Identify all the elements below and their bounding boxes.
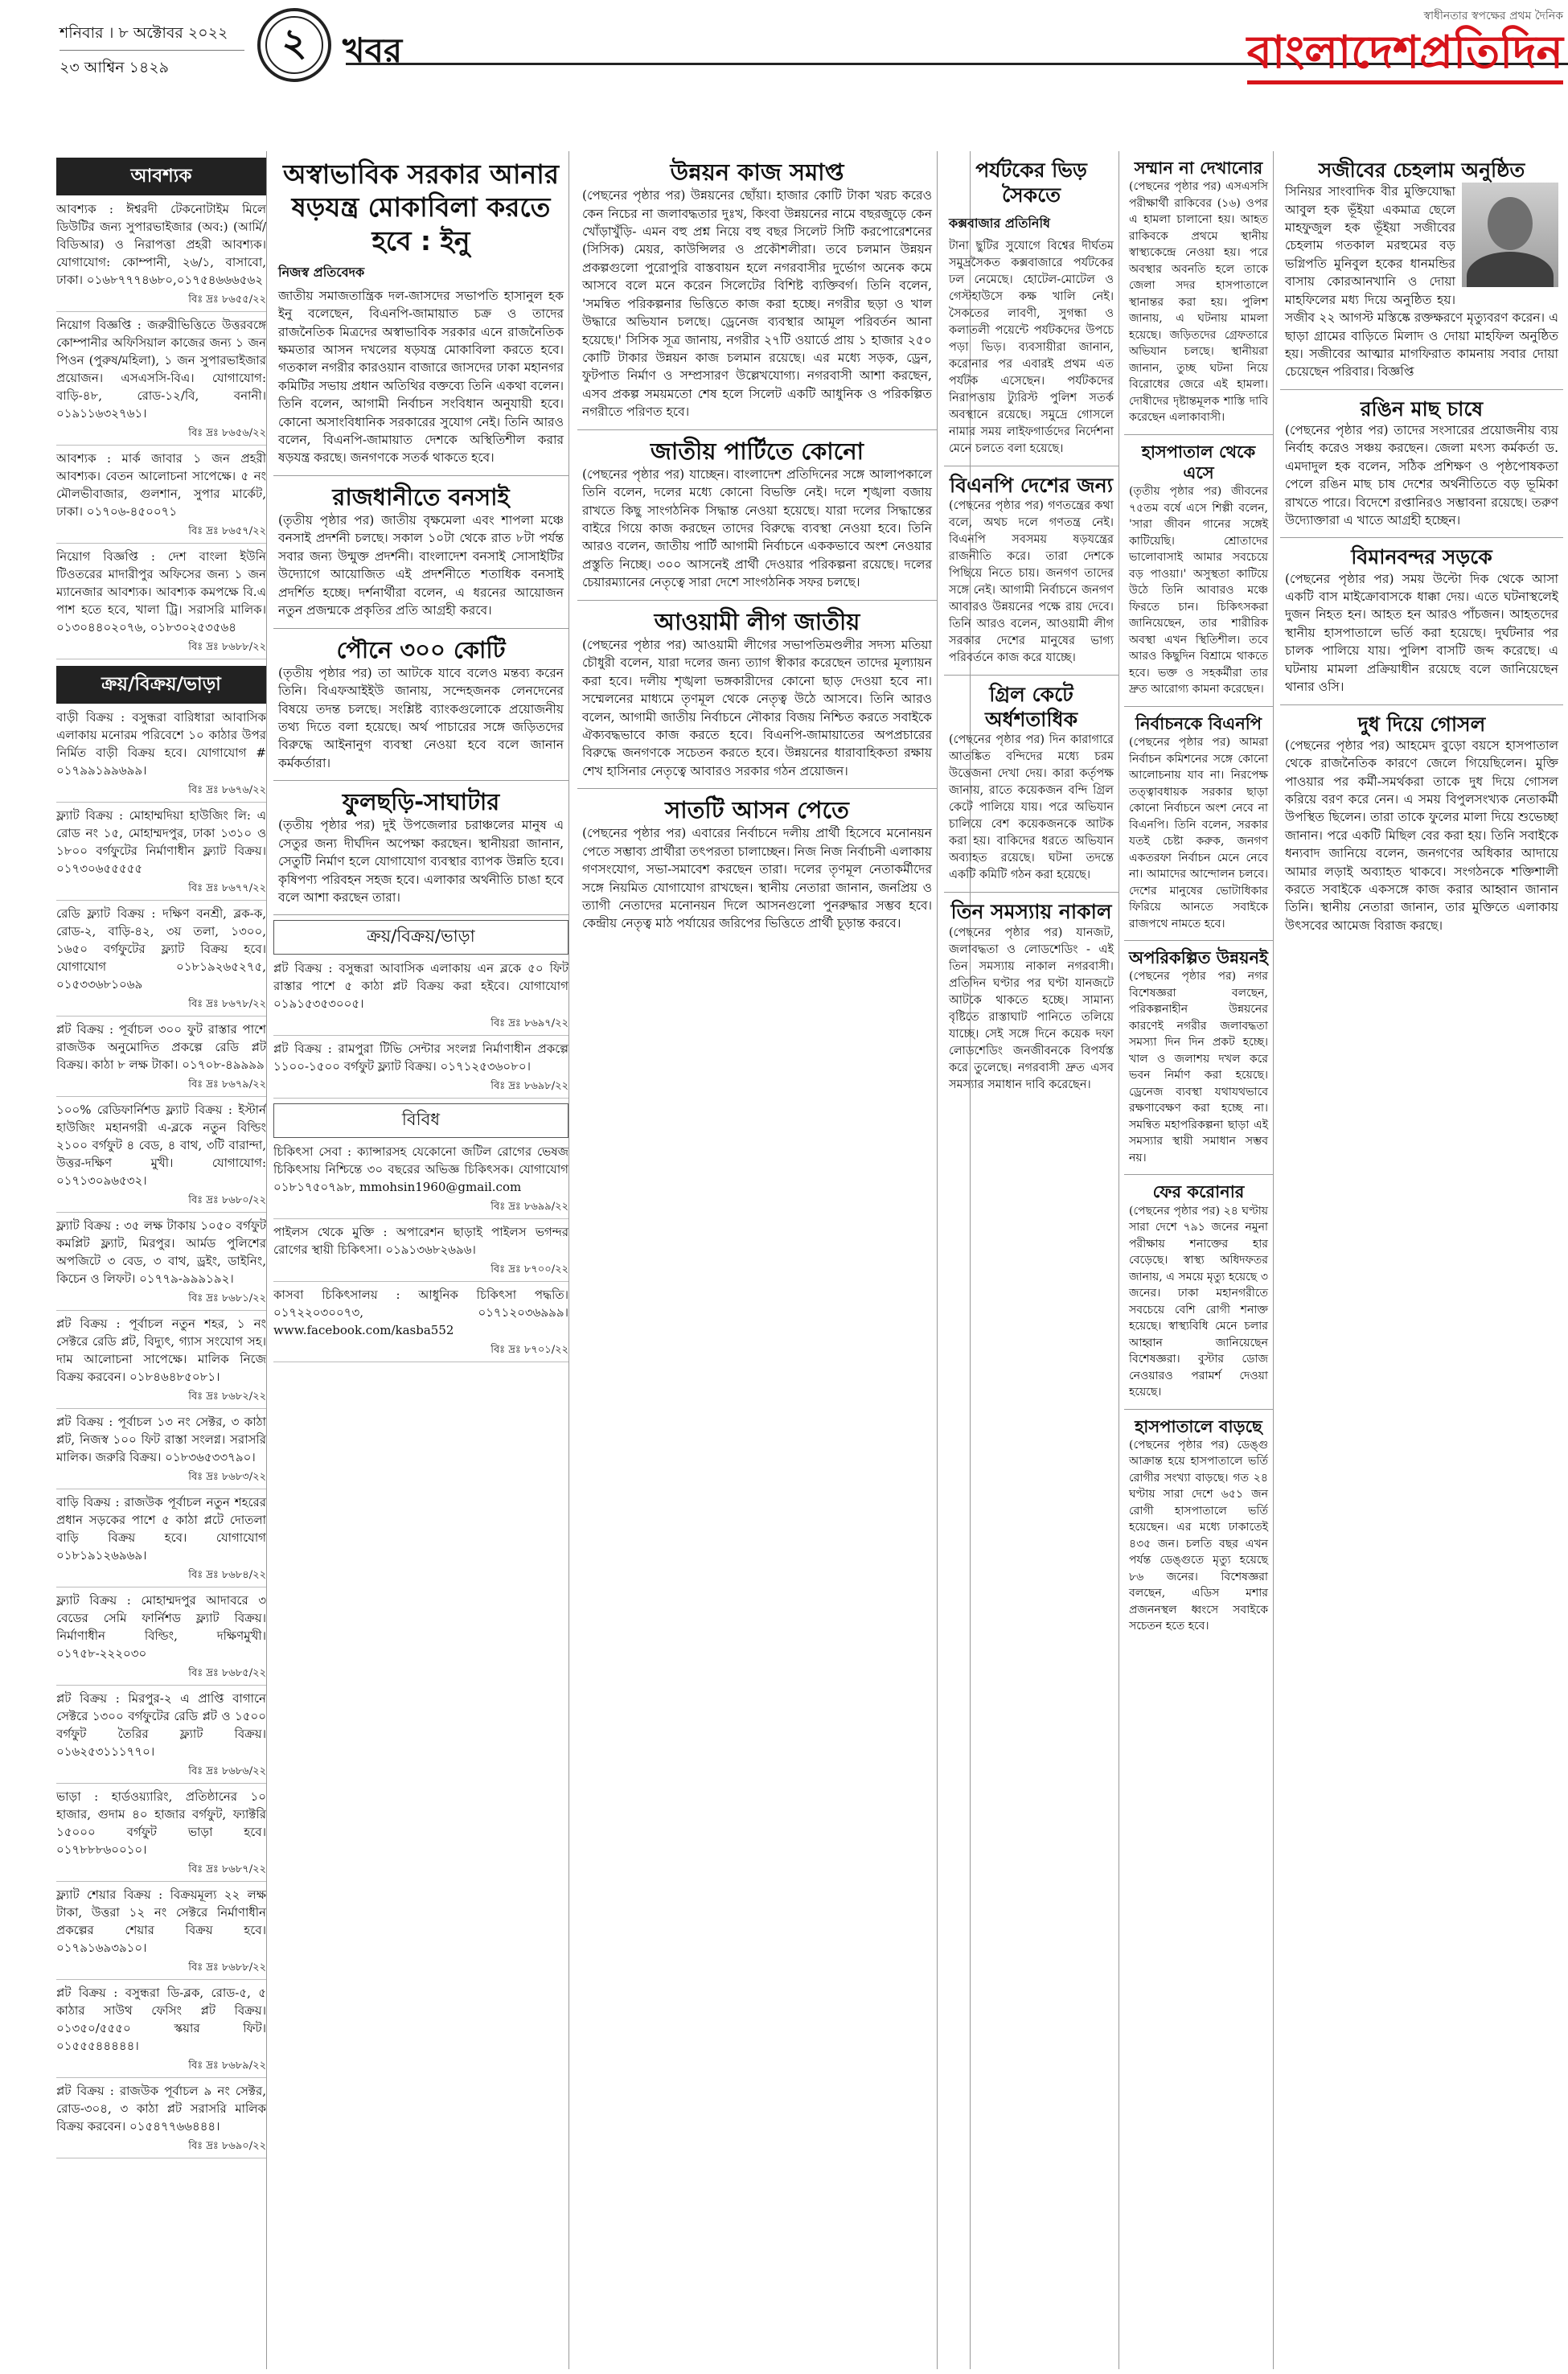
classified-ad: প্লট বিক্রয় : রামপুরা টিভি সেন্টার সংলগ্ন নির্মাণাধীন প্রকল্পে ১১০০-১৫০০ বর্গফুট ফ্ল্যাট বিক্রয়। ০১৭১২৫৩৬০৮০।	[273, 1041, 569, 1074]
date-line-1: শনিবার । ৮ অক্টোবর ২০২২	[60, 24, 228, 42]
date-divider	[60, 50, 244, 51]
classifieds-column	[56, 151, 267, 2369]
body-three-problems: (পেছনের পৃষ্ঠার পর) যানজট, জলাবদ্ধতা ও লোডশেডিং - এই তিন সমস্যায় নাকাল নগরবাসী। প্রতিদিন ঘণ্টার পর ঘণ্টা যানজটে আটকে থাকতে হচ্ছে। সামান্য বৃষ্টিতে রাস্তাঘাট পানিতে তলিয়ে যাচ্ছে। সেই সঙ্গে দিনে কয়েক দফা লোডশেডিং জনজীবনকে বিপর্যস্ত করে তুলেছে। নগরবাসী দ্রুত এসব সমস্যার সমাধান দাবি করেছেন।	[949, 926, 1114, 1091]
headline-300-crore: পৌনে ৩০০ কোটি	[336, 635, 506, 663]
body-sajib: সিনিয়র সাংবাদিক বীর মুক্তিযোদ্ধা আবুল হক ভূঁইয়া একমাত্র ছেলে মাহফুজুল হক ভূঁইয়া সজীবের চেহলাম গতকাল মরহুমের বড় ভগ্নিপতি মুনিবুল হকের ধানমন্ডির বাসায় কোরআনখানি ও দোয়া মাহফিলের মধ্য দিয়ে অনুষ্ঠিত হয়। সজীব ২২ আগস্ট মস্তিষ্কে রক্তক্ষরণে মৃত্যুবরণ করেন। এ ছাড়া গ্রামের বাড়িতে মিলাদ ও দোয়া মাহফিল অনুষ্ঠিত হয়। সজীবের আত্মার মাগফিরাত কামনায় সবার দোয়া চেয়েছেন পরিবার। বিজ্ঞপ্তি	[1285, 184, 1558, 380]
body-election-bnp: (পেছনের পৃষ্ঠার পর) আমরা নির্বাচন কমিশনের সঙ্গে কোনো আলোচনায় যাব না। নিরপেক্ষ তত্ত্বাবধায়ক সরকার ছাড়া কোনো নির্বাচনে অংশ নেবে না বিএনপি। তিনি বলেন, সরকার যতই চেষ্টা করুক, জনগণ একতরফা নির্বাচন মেনে নেবে না। আমাদের আন্দোলন চলবে। দেশের মানুষের ভোটাধিকার ফিরিয়ে আনতে সবাইকে রাজপথে নামতে হবে।	[1129, 736, 1268, 930]
date-block	[60, 21, 244, 80]
classified-ref: বিঃ দ্রঃ ৮৬৫৫/২২	[56, 292, 266, 312]
story-jatiya-party	[577, 430, 937, 601]
photo-shoulders	[1467, 252, 1554, 287]
body-covid: (পেছনের পৃষ্ঠার পর) ২৪ ঘণ্টায় সারা দেশে ৭৯১ জনের নমুনা পরীক্ষায় শনাক্তের হার বেড়েছে। স্বাস্থ্য অধিদফতর জানায়, এ সময়ে মৃত্যু হয়েছে ৩ জনের। ঢাকা মহানগরীতে সবচেয়ে বেশি রোগী শনাক্ত হয়েছে। স্বাস্থ্যবিধি মেনে চলার আহ্বান জানিয়েছেন বিশেষজ্ঞরা। বুস্টার ডোজ নেওয়ারও পরামর্শ দেওয়া হয়েছে।	[1129, 1204, 1268, 1399]
classified-ref: বিঃ দ্রঃ ৮৬৮৮/২২	[56, 639, 266, 659]
headline-covid: ফের করোনার	[1152, 1182, 1245, 1202]
story-fulchhari	[273, 781, 569, 915]
story-development	[577, 151, 937, 430]
story-tourists	[944, 151, 1119, 466]
classified-ref: বিঃ দ্রঃ ৮৬৯৯/২২	[273, 1199, 569, 1219]
brand-name-red: বাংলাদেশ	[1246, 27, 1420, 79]
byline-inu: নিজস্ব প্রতিবেদক	[278, 264, 365, 280]
date-line-2: ২৩ আশ্বিন ১৪২৯	[60, 59, 169, 76]
classified-ad: ফ্ল্যাট বিক্রয় : মোহাম্মদিয়া হাউজিং লি: এ রোড নং ১৫, মোহাম্মদপুর, ঢাকা ১৩১০ ও ১৮০০ বর্গফুটের নির্মাণাধীন ফ্ল্যাট বিক্রয়। ০১৭৩০৬৫৫৫৫৫	[56, 808, 266, 876]
classified-ad: নিয়োগ বিজ্ঞপ্তি : জরুরীভিত্তিতে উত্তরবঙ্গে কোম্পানীর অফিসিয়াল কাজের জন্য ১ জন পিওন (পুরুষ/মহিলা), ১ জন সুপারভাইজার প্রয়োজন। এসএসসি-বিএ। যোগাযোগ: বাড়ি-৪৮, রোড-১২/বি, বনানী। ০১৯১১৬৩২৭৬১।	[56, 318, 266, 421]
story-bnp-country	[944, 466, 1119, 676]
story-seven-seats	[577, 789, 937, 941]
story-milk-bath	[1280, 705, 1563, 943]
masthead	[0, 0, 1568, 151]
classified-ref: বিঃ দ্রঃ ৮৬৫৭/২২	[56, 524, 266, 544]
headline-milk-bath: দুধ দিয়ে গোসল	[1357, 712, 1486, 736]
body-bnp-country: (পেছনের পৃষ্ঠার পর) গণতন্ত্রের কথা বলে, অথচ দলে গণতন্ত্র নেই। বিএনপি সবসময় ষড়যন্ত্রের রাজনীতি করে। তারা দেশকে পিছিয়ে নিতে চায়। জনগণ তাদের সঙ্গে নেই। আগামী নির্বাচনে জনগণ আবারও উন্নয়নের পক্ষে রায় দেবে। তিনি আরও বলেন, আওয়ামী লীগ সরকার দেশের মানুষের ভাগ্য পরিবর্তনে কাজ করে যাচ্ছে।	[949, 499, 1114, 664]
story-sajib	[1280, 151, 1563, 390]
story-unplanned	[1124, 941, 1273, 1175]
story-grill	[944, 676, 1119, 893]
classified-ad: রেডি ফ্ল্যাট বিক্রয় : দক্ষিণ বনশ্রী, ব্লক-ক, রোড-২, বাড়ি-৪২, ৩য় তলা, ১৩০০, ১৬৫০ বর্গফুটের ফ্ল্যাট বিক্রয় হবে। যোগাযোগ ০১৮১৯২৬৫২৭৫, ০১৫৩৩৬৮১০৬৯	[56, 906, 266, 992]
column-3	[577, 151, 938, 2369]
body-inu: জাতীয় সমাজতান্ত্রিক দল-জাসদের সভাপতি হাসানুল হক ইনু বলেছেন, বিএনপি-জামায়াত চক্র ও তাদের রাজনৈতিক মিত্রদের অস্বাভাবিক সরকার এনে রাজনৈতিক ক্ষমতার আসন দখলের ষড়যন্ত্র মোকাবিলা করতে হবে। গতকাল নগরীর কারওয়ান বাজারে জাসদের ঢাকা মহানগর কমিটির সভায় প্রধান অতিথির বক্তব্যে তিনি একথা বলেন। তিনি বলেন, আগামী নির্বাচন সংবিধান অনুযায়ী হবে। কোনো অসাংবিধানিক সরকারের সুযোগ নেই। তিনি আরও বলেন, বিএনপি-জামায়াত দেশকে অস্থিতিশীল করার ষড়যন্ত্র করছে। জনগণকে সতর্ক থাকতে হবে।	[278, 288, 564, 466]
body-300-crore: (তৃতীয় পৃষ্ঠার পর) তা আটকে যাবে বলেও মন্তব্য করেন তিনি। বিএফআইইউ জানায়, সন্দেহজনক লেনদেনের বিষয়ে তদন্ত চলছে। সংশ্লিষ্ট ব্যাংকগুলোকে প্রয়োজনীয় তথ্য দিতে বলা হয়েছে। অর্থ পাচারের সঙ্গে জড়িতদের বিরুদ্ধে আইনানুগ ব্যবস্থা নেওয়া হবে বলে জানান কর্মকর্তারা।	[278, 665, 564, 770]
box-list	[273, 959, 569, 1099]
photo-face	[1488, 197, 1533, 250]
classified-ad: আবশ্যক : ঈশ্বরদী টেকনোটাইম মিলে ডিউটির জন্য সুপারভাইজার (অব:) (আর্মি/বিডিআর) ও নিরাপত্তা প্রহরী আবশ্যক। যোগাযোগ: কোম্পানী, ২৬/১, বাসাবো, ঢাকা। ০১৬৮৭৭৭৪৬৮০,০১৭৫৪৬৬৬৫৬২	[56, 202, 266, 287]
newspaper-logo	[1247, 6, 1563, 84]
classified-ref: বিঃ দ্রঃ ৮৭০১/২২	[273, 1342, 569, 1362]
classified-ref: বিঃ দ্রঃ ৮৬৯৭/২২	[273, 1016, 569, 1036]
classified-ref: বিঃ দ্রঃ ৮৬৮৪/২২	[56, 1567, 266, 1587]
headline-colour-fish: রঙিন মাছ চাষে	[1360, 396, 1484, 421]
brand-name-dark: প্রতিদিন	[1419, 27, 1563, 79]
body-unplanned: (পেছনের পৃষ্ঠার পর) নগর বিশেষজ্ঞরা বলছেন, পরিকল্পনাহীন উন্নয়নের কারণেই নগরীর জলাবদ্ধতা সমস্যা দিন দিন প্রকট হচ্ছে। খাল ও জলাশয় দখল করে ভবন নির্মাণ করা হয়েছে। ড্রেনেজ ব্যবস্থা যথাযথভাবে রক্ষণাবেক্ষণ করা হচ্ছে না। সমন্বিত মহাপরিকল্পনা ছাড়া এই সমস্যার স্থায়ী সমাধান সম্ভব নয়।	[1129, 970, 1268, 1164]
classified-ref: বিঃ দ্রঃ ৮৬৯০/২২	[56, 2138, 266, 2158]
story-300-crore	[273, 629, 569, 782]
headline-fulchhari: ফুলছড়ি-সাঘাটার	[342, 788, 500, 816]
right-area	[1280, 151, 1563, 2369]
classified-ad: প্লট বিক্রয় : পূর্বাচল ৩০০ ফুট রাস্তার পাশে রাজউক অনুমোদিত প্রকল্পে রেডি প্লট বিক্রয়। কাঠা ৮ লক্ষ টাকা। ০১৭০৮-৪৯৯৯৯	[56, 1022, 266, 1072]
column-5	[1124, 151, 1274, 2369]
headline-bnp-country: বিএনপি দেশের জন্য	[950, 473, 1113, 497]
headline-grill: গ্রিল কেটে অর্ধশতাধিক	[984, 682, 1078, 731]
story-colour-fish	[1280, 390, 1563, 539]
right-column	[1280, 151, 1563, 2369]
body-tourists: টানা ছুটির সুযোগে বিশ্বের দীর্ঘতম সমুদ্রসৈকত কক্সবাজারে পর্যটকের ঢল নেমেছে। হোটেল-মোটেল ও গেস্টহাউসে কক্ষ খালি নেই। সৈকতের লাবণী, সুগন্ধা ও কলাতলী পয়েন্টে পর্যটকদের উপচে পড়া ভিড়। ব্যবসায়ীরা জানান, করোনার পর এবারই প্রথম এত পর্যটক এসেছেন। পর্যটকদের নিরাপত্তায় ট্যুরিস্ট পুলিশ সতর্ক অবস্থানে রয়েছে। সমুদ্রে গোসলে নামার সময় লাইফগার্ডদের নির্দেশনা মেনে চলতে বলা হয়েছে।	[949, 239, 1114, 455]
section-name: খবর	[343, 31, 403, 70]
story-awami-league	[577, 601, 937, 790]
story-honor	[1124, 151, 1273, 435]
brand-tagline: স্বাধীনতার স্বপক্ষের প্রথম দৈনিক	[1423, 10, 1563, 23]
body-bonsai: (তৃতীয় পৃষ্ঠার পর) জাতীয় বৃক্ষমেলা এবং শাপলা মঞ্চে বনসাই প্রদর্শনী চলছে। সকাল ১০টা থেকে রাত ৮টা পর্যন্ত সবার জন্য উন্মুক্ত প্রদর্শনী। বাংলাদেশ বনসাই সোসাইটির উদ্যোগে আয়োজিত এই প্রদর্শনীতে শতাধিক বনসাই প্রদর্শিত হচ্ছে। দর্শনার্থীরা বলেন, এ ধরনের আয়োজন নতুন প্রজন্মকে প্রকৃতির প্রতি আগ্রহী করবে।	[278, 513, 564, 618]
buy-sell-list	[56, 709, 266, 2158]
body-colour-fish: (পেছনের পৃষ্ঠার পর) তাদের সংসারের প্রয়োজনীয় ব্যয় নির্বাহ করেও সঞ্চয় করছেন। জেলা মৎস্য কর্মকর্তা ড. এমদাদুল হক বলেন, সঠিক প্রশিক্ষণ ও পৃষ্ঠপোষকতা পেলে রঙিন মাছ চাষ দেশের অর্থনীতিতে বড় ভূমিকা রাখতে পারে। বিদেশে রপ্তানিরও সম্ভাবনা রয়েছে। তরুণ উদ্যোক্তারা এ খাতে আগ্রহী হচ্ছেন।	[1285, 422, 1558, 528]
headline-honor: সম্মান না দেখানোর	[1134, 158, 1263, 178]
byline-tourists: কক্সবাজার প্রতিনিধি	[949, 215, 1051, 231]
classified-ref: বিঃ দ্রঃ ৮৬৫৬/২২	[56, 425, 266, 446]
portrait-photo	[1462, 183, 1558, 287]
headline-unplanned: অপরিকল্পিত উন্নয়নই	[1129, 948, 1268, 967]
headline-three-problems: তিন সমস্যায় নাকাল	[950, 900, 1112, 924]
headline-bonsai: রাজধানীতে বনসাই	[332, 483, 510, 511]
headline-hospital-return: হাসপাতাল থেকে এসে	[1141, 442, 1256, 483]
story-hospital-return	[1124, 435, 1273, 707]
classified-ref: বিঃ দ্রঃ ৮৬৮১/২২	[56, 1291, 266, 1311]
story-hospital-rising	[1124, 1410, 1273, 1643]
classified-ad: প্লট বিক্রয় : রাজউক পূর্বাচল ৯ নং সেক্টর, রোড-৩০৪, ৩ কাঠা প্লট সরাসরি মালিক বিক্রয় করবেন। ০১৫৪৭৭৬৬৪৪৪।	[56, 2084, 266, 2134]
headline-hospital-rising: হাসপাতালে বাড়ছে	[1135, 1416, 1262, 1436]
misc-list	[273, 1143, 569, 1362]
classified-ref: বিঃ দ্রঃ ৮৬৭৭/২২	[56, 881, 266, 901]
headline-development: উন্নয়ন কাজ সমাপ্ত	[670, 158, 844, 186]
classified-ref: বিঃ দ্রঃ ৮৬৮০/২২	[56, 1193, 266, 1213]
classified-box-heading: ক্রয়/বিক্রয়/ভাড়া	[273, 920, 569, 955]
needed-list	[56, 200, 266, 659]
classified-ad: বাড়ি বিক্রয় : রাজউক পূর্বাচল নতুন শহরের প্রধান সড়কের পাশে ৫ কাঠা প্লটে দোতলা বাড়ি বিক্রয় হবে। যোগাযোগ ০১৮১৯১২৬৯৬৯।	[56, 1495, 266, 1563]
classified-ref: বিঃ দ্রঃ ৮৬৭৬/২২	[56, 782, 266, 803]
classified-ad: ১০০% রেডিফার্নিশড ফ্ল্যাট বিক্রয় : ইস্টার্ন হাউজিং মহানগরী এ-ব্লকে নতুন বিল্ডিং ২১০০ বর্গফুট ৪ বেড, ৪ বাথ, ৩টি বারান্দা, উত্তর-দক্ষিণ মুখী। যোগাযোগ: ০১৭১৩০৯৬৫৩২।	[56, 1103, 266, 1188]
classified-ref: বিঃ দ্রঃ ৮৬৭৯/২২	[56, 1077, 266, 1097]
story-three-problems	[944, 893, 1119, 1101]
brand-underline	[1247, 80, 1563, 84]
classified-ref: বিঃ দ্রঃ ৮৬৭৮/২২	[56, 996, 266, 1017]
story-election-bnp	[1124, 707, 1273, 941]
headline-seven-seats: সাতটি আসন পেতে	[665, 796, 849, 824]
classified-ref: বিঃ দ্রঃ ৮৬৮২/২২	[56, 1389, 266, 1409]
column-4-narrow	[944, 151, 1119, 2369]
story-covid	[1124, 1175, 1273, 1409]
classified-ad: পাইলস থেকে মুক্তি : অপারেশন ছাড়াই পাইলস ভগন্দর রোগের স্থায়ী চিকিৎসা। ০১৯১৩৬৮২৬৯৬।	[273, 1225, 569, 1258]
classified-ad: বাড়ী বিক্রয় : বসুন্ধরা বারিধারা আবাসিক এলাকায় মনোরম পরিবেশে ১০ কাঠার উপর নির্মিত বাড়ী বিক্রয় হবে। যোগাযোগ # ০১৭৯৯১৯৯৬৯৯।	[56, 710, 266, 778]
classified-ad: আবশ্যক : মার্ক জাবার ১ জন প্রহরী আবশ্যক। বেতন আলোচনা সাপেক্ষে। ৫ নং মৌলভীবাজার, গুলশান, সুপার মার্কেট, ঢাকা। ০১৭০৬-৪৫০০৭১	[56, 451, 266, 519]
classified-heading-needed: আবশ্যক	[56, 158, 266, 195]
column-2	[273, 151, 569, 2369]
classified-ad: ফ্ল্যাট বিক্রয় : মোহাম্মদপুর আদাবরে ৩ বেডের সেমি ফার্নিশড ফ্ল্যাট বিক্রয়। নির্মাণাধীন বিল্ডিং, দক্ষিণমুখী। ০১৭৫৮-২২২০৩০	[56, 1593, 266, 1661]
classified-heading-buy-sell: ক্রয়/বিক্রয়/ভাড়া	[56, 666, 266, 704]
classified-ad: প্লট বিক্রয় : পূর্বাচল ১৩ নং সেক্টর, ৩ কাঠা প্লট, নিজস্ব ১০০ ফিট রাস্তা সংলগ্ন। সরাসরি মালিক। জরুরি বিক্রয়। ০১৮৩৬৫৩৩৭৯০।	[56, 1415, 266, 1464]
classified-ref: বিঃ দ্রঃ ৮৬৮৩/২২	[56, 1469, 266, 1489]
body-honor: (পেছনের পৃষ্ঠার পর) এসএসসি পরীক্ষার্থী রাকিবের (১৬) ওপর এ হামলা চালানো হয়। আহত রাকিবকে প্রথমে স্থানীয় স্বাস্থ্যকেন্দ্রে নেওয়া হয়। পরে অবস্থার অবনতি হলে তাকে জেলা সদর হাসপাতালে স্থানান্তর করা হয়। পুলিশ জানায়, এ ঘটনায় মামলা হয়েছে। জড়িতদের গ্রেফতারে অভিযান চলছে। স্থানীয়রা জানান, তুচ্ছ ঘটনা নিয়ে বিরোধের জেরে এই হামলা। দোষীদের দৃষ্টান্তমূলক শাস্তি দাবি করেছেন এলাকাবাসী।	[1129, 180, 1268, 425]
body-hospital-return: (তৃতীয় পৃষ্ঠার পর) জীবনের ৭৫তম বর্ষে এসে শিল্পী বলেন, 'সারা জীবন গানের সঙ্গেই কাটিয়েছি। শ্রোতাদের ভালোবাসাই আমার সবচেয়ে বড় পাওয়া।' অসুস্থতা কাটিয়ে উঠে তিনি আবারও মঞ্চে ফিরতে চান। চিকিৎসকরা জানিয়েছেন, তার শারীরিক অবস্থা এখন স্থিতিশীল। তবে আরও কিছুদিন বিশ্রামে থাকতে হবে। ভক্ত ও সহকর্মীরা তার দ্রুত আরোগ্য কামনা করেছেন।	[1129, 485, 1268, 696]
classified-ad: প্লট বিক্রয় : বসুন্ধরা ডি-ব্লক, রোড-৫, ৫ কাঠার সাউথ ফেসিং প্লট বিক্রয়। ০১৩৫০/৫৫৫০ স্কয়ার ফিট। ০১৫৫৫৪৪৪৪৪।	[56, 1986, 266, 2053]
story-airport-road	[1280, 538, 1563, 704]
brand-name	[1246, 27, 1563, 79]
classified-ad: ভাড়া : হার্ডওয়্যারিং, প্রতিষ্ঠানের ১০ হাজার, গুদাম ৪০ হাজার বর্গফুট, ফ্যাক্টরি ১৫০০০ বর্গফুট ভাড়া হবে। ০১৭৮৮৮৬০০১০।	[56, 1789, 266, 1857]
classified-ref: বিঃ দ্রঃ ৮৬৮৭/২২	[56, 1862, 266, 1882]
headline-tourists: পর্যটকের ভিড় সৈকতে	[975, 158, 1087, 207]
classified-ad: ফ্ল্যাট শেয়ার বিক্রয় : বিক্রয়মূল্য ২২ লক্ষ টাকা, উত্তরা ১২ নং সেক্টরে নির্মাণাধীন প্রকল্পের শেয়ার বিক্রয় হবে। ০১৭৯১৬৯৩৯১০।	[56, 1887, 266, 1955]
classified-ref: বিঃ দ্রঃ ৮৬৮৯/২২	[56, 2058, 266, 2078]
classified-ad: প্লট বিক্রয় : মিরপুর-২ এ প্রাপ্তি বাগানে সেক্টরে ১৩০০ বর্গফুটের রেডি প্লট ও ১৫০০ বর্গফুট তৈরির ফ্ল্যাট বিক্রয়। ০১৬২৫৩১১১৭৭০।	[56, 1691, 266, 1759]
classified-ref: বিঃ দ্রঃ ৮৬৯৮/২২	[273, 1078, 569, 1099]
headline-sajib: সজীবের চেহলাম অনুষ্ঠিত	[1318, 158, 1525, 182]
classified-ref: বিঃ দ্রঃ ৮৬৮৮/২২	[56, 1960, 266, 1980]
body-awami-league: (পেছনের পৃষ্ঠার পর) আওয়ামী লীগের সভাপতিমণ্ডলীর সদস্য মতিয়া চৌধুরী বলেন, যারা দলের জন্য ত্যাগ স্বীকার করেছেন তাদের মূল্যায়ন করা হবে। দলীয় শৃঙ্খলা ভঙ্গকারীদের কোনো ছাড় দেওয়া হবে না। সম্মেলনের মাধ্যমে তৃণমূল থেকে নেতৃত্ব উঠে আসবে। তিনি আরও বলেন, আগামী জাতীয় নির্বাচনে নৌকার বিজয় নিশ্চিত করতে সবাইকে ঐক্যবদ্ধভাবে কাজ করতে হবে। বিএনপি-জামায়াতের অপপ্রচারের বিরুদ্ধে জনগণকে সচেতন করতে হবে। উন্নয়নের ধারাবাহিকতা রক্ষায় শেখ হাসিনার নেতৃত্বে আবারও সরকার গঠন প্রয়োজন।	[582, 637, 932, 778]
misc-box-heading: বিবিধ	[273, 1103, 569, 1138]
body-milk-bath: (পেছনের পৃষ্ঠার পর) আহমেদ বুড়ো বয়সে হাসপাতাল থেকে রাজনৈতিক কারণে জেলে গিয়েছিলেন। মুক্তি পাওয়ার পর কর্মী-সমর্থকরা তাকে দুধ দিয়ে গোসল করিয়ে বরণ করে নেন। এ সময় বিপুলসংখ্যক নেতাকর্মী উপস্থিত ছিলেন। তারা তাকে ফুলের মালা দিয়ে শুভেচ্ছা জানান। পরে একটি মিছিল বের করা হয়। তিনি সবাইকে ধন্যবাদ জানিয়ে বলেন, জনগণের অধিকার আদায়ে আমার লড়াই অব্যাহত থাকবে। সংগঠনকে শক্তিশালী করতে সবাইকে একসঙ্গে কাজ করার আহ্বান জানান তিনি। স্থানীয় নেতারা জানান, তার মুক্তিতে এলাকায় উৎসবের আমেজ বিরাজ করছে।	[1285, 737, 1558, 933]
body-hospital-rising: (পেছনের পৃষ্ঠার পর) ডেঙ্গু আক্রান্ত হয়ে হাসপাতালে ভর্তি রোগীর সংখ্যা বাড়ছে। গত ২৪ ঘণ্টায় সারা দেশে ৬৫১ জন রোগী হাসপাতালে ভর্তি হয়েছেন। এর মধ্যে ঢাকাতেই ৪৩৫ জন। চলতি বছর এখন পর্যন্ত ডেঙ্গুতে মৃত্যু হয়েছে ৮৬ জনের। বিশেষজ্ঞরা বলছেন, এডিস মশার প্রজননস্থল ধ্বংসে সবাইকে সচেতন হতে হবে।	[1129, 1438, 1268, 1633]
classified-ad: কাসবা চিকিৎসালয় : আধুনিক চিকিৎসা পদ্ধতি। ০১৭২২০৩০০৭৩, ০১৭১২০৩৬৯৯৯। www.facebook.com/kasba552	[273, 1288, 569, 1338]
classified-ref: বিঃ দ্রঃ ৮৬৮৬/২২	[56, 1764, 266, 1784]
classified-ad: নিয়োগ বিজ্ঞপ্তি : দেশ বাংলা ইউনি টিওতরের মাদারীপুর অফিসের জন্য ১ জন ম্যানেজার আবশ্যক। আবশ্যক কমপক্ষে বি.এ পাশ হতে হবে, খালা ট্রি। সরাসরি মালিক। ০১৩০৪৪০২০৭৬, ০১৮৩০২৫৩৫৬৪	[56, 549, 266, 635]
story-bonsai	[273, 476, 569, 629]
classified-ad: চিকিৎসা সেবা : ক্যান্সারসহ যেকোনো জটিল রোগের ভেষজ চিকিৎসায় নিশ্চিন্তে ৩০ বছরের অভিজ্ঞ চিকিৎসক। যোগাযোগ ০১৮১৭৫০৭৯৮, mmohsin1960@gmail.com	[273, 1144, 569, 1195]
story-inu	[273, 151, 569, 476]
headline-election-bnp: নির্বাচনকে বিএনপি	[1135, 713, 1262, 733]
body-jatiya-party: (পেছনের পৃষ্ঠার পর) যাচ্ছেন। বাংলাদেশ প্রতিদিনের সঙ্গে আলাপকালে তিনি বলেন, দলের মধ্যে কোনো বিভক্তি নেই। দলে শৃঙ্খলা বজায় রাখতে কিছু সাংগঠনিক সিদ্ধান্ত নেওয়া হয়েছে। যারা দলের সিদ্ধান্তের বাইরে গিয়ে কাজ করছেন তাদের বিরুদ্ধে ব্যবস্থা নেওয়া হবে। তিনি আরও বলেন, জাতীয় পার্টি আগামী নির্বাচনে এককভাবে অংশ নেওয়ার প্রস্তুতি নিচ্ছে। ৩০০ আসনেই প্রার্থী দেওয়ার পরিকল্পনা রয়েছে। দলের চেয়ারম্যানের নেতৃত্বে সারা দেশে সাংগঠনিক সফর চলছে।	[582, 466, 932, 590]
body-seven-seats: (পেছনের পৃষ্ঠার পর) এবারের নির্বাচনে দলীয় প্রার্থী হিসেবে মনোনয়ন পেতে সম্ভাব্য প্রার্থীরা তৎপরতা চালাচ্ছেন। নিজ নিজ নির্বাচনী এলাকায় গণসংযোগ, সভা-সমাবেশ করছেন তারা। দলের তৃণমূল নেতাকর্মীদের সঙ্গে নিয়মিত যোগাযোগ রাখছেন। স্থানীয় নেতারা জানান, জনপ্রিয় ও ত্যাগী নেতাদের মনোনয়ন দিলে আসনগুলো পুনরুদ্ধার সম্ভব হবে। কেন্দ্রীয় নেতৃত্ব মাঠ পর্যায়ের জরিপের ভিত্তিতে প্রার্থী চূড়ান্ত করবে।	[582, 826, 932, 931]
body-grill: (পেছনের পৃষ্ঠার পর) দিন কারাগারে আতঙ্কিত বন্দিদের মধ্যে চরম উত্তেজনা দেখা দেয়। কারা কর্তৃপক্ষ জানায়, রাতে কয়েকজন বন্দি গ্রিল কেটে পালিয়ে যায়। পরে অভিযান চালিয়ে বেশ কয়েকজনকে আটক করা হয়। বাকিদের ধরতে অভিযান অব্যাহত রয়েছে। ঘটনা তদন্তে একটি কমিটি গঠন করা হয়েছে।	[949, 733, 1114, 882]
headline-jatiya-party: জাতীয় পার্টিতে কোনো	[650, 437, 864, 465]
classified-ad: প্লট বিক্রয় : বসুন্ধরা আবাসিক এলাকায় এন ব্লকে ৫০ ফিট রাস্তার পাশে ৫ কাঠা প্লট বিক্রয় করা হইবে। যোগাযোগ ০১৯১৫৩৫৩০০৫।	[273, 961, 569, 1012]
body-fulchhari: (তৃতীয় পৃষ্ঠার পর) দুই উপজেলার চরাঞ্চলের মানুষ এ সেতুর জন্য দীর্ঘদিন অপেক্ষা করছেন। স্থানীয়রা জানান, সেতুটি নির্মাণ হলে যোগাযোগ ব্যবস্থার ব্যাপক উন্নতি হবে। কৃষিপণ্য পরিবহন সহজ হবে। এলাকার অর্থনীতি চাঙা হবে বলে আশা করছেন তারা।	[278, 818, 564, 906]
classified-ad: প্লট বিক্রয় : পূর্বাচল নতুন শহর, ১ নং সেক্টরে রেডি প্লট, বিদ্যুৎ, গ্যাস সংযোগ সহ। দাম আলোচনা সাপেক্ষে। মালিক নিজে বিক্রয় করবেন। ০১৮৪৬৪৮৫০৮১।	[56, 1316, 266, 1384]
headline-inu: অস্বাভাবিক সরকার আনার ষড়যন্ত্র মোকাবিলা করতে হবে : ইনু	[283, 158, 559, 257]
classified-ref: বিঃ দ্রঃ ৮৬৮৫/২২	[56, 1665, 266, 1686]
headline-awami-league: আওয়ামী লীগ জাতীয়	[654, 607, 860, 635]
right-area-inner	[1280, 151, 1563, 2369]
page-number-badge: ২	[257, 8, 331, 82]
classified-ad: ফ্ল্যাট বিক্রয় : ৩৫ লক্ষ টাকায় ১০৫০ বর্গফুট কমপ্লিট ফ্ল্যাট, মিরপুর। আর্মড পুলিশের অপজিটে ৩ বেড, ৩ বাথ, ড্রইং, ডাইনিং, কিচেন ও লিফট। ০১৭৭৯-৯৯৯১৯২।	[56, 1218, 266, 1286]
body-development: (পেছনের পৃষ্ঠার পর) উন্নয়নের ছোঁয়া। হাজার কোটি টাকা খরচ করেও কেন নিচের না জলাবদ্ধতার দুঃখ, কিংবা উন্নয়নের নামে বছরজুড়ে কেন খোঁড়াখুঁড়ি- এমন বহু প্রশ্ন নিয়ে বহু বছর সিলেট সিটি করপোরেশনের (সিসিক) মেয়র, কাউন্সিলর ও প্রকৌশলীরা। তবে চলমান উন্নয়ন প্রকল্পগুলো পুরোপুরি বাস্তবায়ন হলে নগরবাসীর দুর্ভোগ অনেক কমে আসবে বলে মনে করেন সিলেটের বিশিষ্ট ব্যক্তিবর্গ। তিনি বলেন, 'সমন্বিত পরিকল্পনার ভিত্তিতে কাজ করা হচ্ছে। নগরীর ছড়া ও খাল উদ্ধারে অভিযান চলছে। ড্রেনেজ ব্যবস্থার আমূল পরিবর্তন আনা হয়েছে।' সিসিক সূত্র জানায়, নগরীর ২৭টি ওয়ার্ডে প্রায় ১ হাজার ২৫০ কোটি টাকার উন্নয়ন কাজ চলমান রয়েছে। এর মধ্যে সড়ক, ড্রেন, ফুটপাত নির্মাণ ও সম্প্রসারণ উল্লেখযোগ্য। নগরবাসী আশা করছেন, এসব প্রকল্প সময়মতো শেষ হলে সিলেট একটি আধুনিক ও পরিকল্পিত নগরীতে পরিণত হবে।	[582, 188, 932, 420]
body-airport-road: (পেছনের পৃষ্ঠার পর) সময় উল্টো দিক থেকে আসা একটি বাস মাইক্রোবাসকে ধাক্কা দেয়। এতে ঘটনাস্থলেই দুজন নিহত হন। আহত হন আরও পাঁচজন। আহতদের স্থানীয় হাসপাতালে ভর্তি করা হয়েছে। দুর্ঘটনার পর চালক পালিয়ে যায়। পুলিশ বাসটি জব্দ করেছে। এ ঘটনায় মামলা প্রক্রিয়াধীন রয়েছে বলে জানিয়েছেন থানার ওসি।	[1285, 571, 1558, 695]
headline-airport-road: বিমানবন্দর সড়কে	[1351, 545, 1492, 569]
classified-ref: বিঃ দ্রঃ ৮৭০০/২২	[273, 1262, 569, 1282]
